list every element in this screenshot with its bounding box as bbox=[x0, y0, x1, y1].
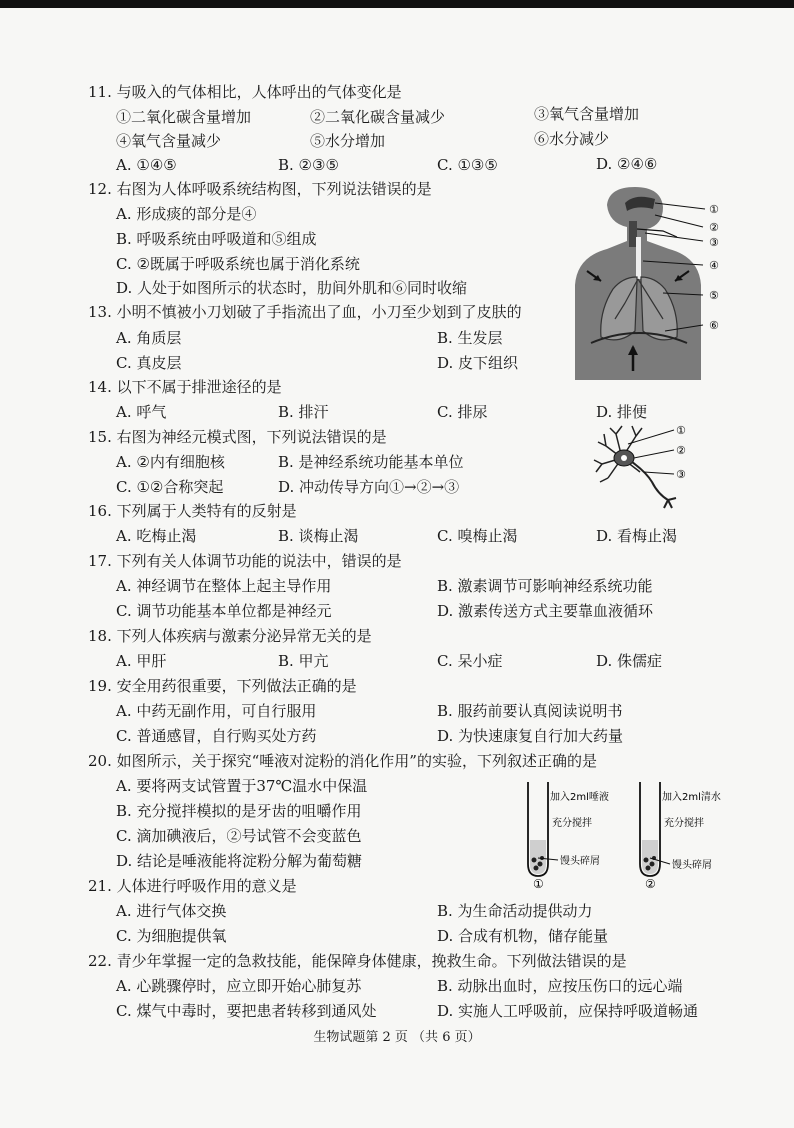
q22-option-d: D. 实施人工呼吸前，应保持呼吸道畅通 bbox=[437, 1002, 699, 1020]
q19-option-a: A. 中药无副作用，可自行服用 bbox=[116, 702, 317, 720]
q15-option-b: B. 是神经系统功能基本单位 bbox=[278, 453, 464, 471]
resp-label-4: ④ bbox=[709, 259, 719, 272]
q13-option-a: A. 角质层 bbox=[116, 329, 182, 347]
q12-option-c: C. ②既属于呼吸系统也属于消化系统 bbox=[116, 255, 360, 273]
question-15-stem: 15. 右图为神经元模式图，下列说法错误的是 bbox=[88, 428, 387, 446]
q16-option-b: B. 谈梅止渴 bbox=[278, 527, 359, 545]
test-tube-figure bbox=[522, 780, 732, 892]
q21-option-d: D. 合成有机物，储存能量 bbox=[437, 927, 609, 945]
test-tube-2 bbox=[640, 782, 721, 891]
question-11-stem: 11. 与吸入的气体相比，人体呼出的气体变化是 bbox=[88, 83, 402, 101]
respiratory-system-figure bbox=[565, 185, 730, 380]
q11-item: ②二氧化碳含量减少 bbox=[310, 108, 446, 126]
resp-label-2: ② bbox=[709, 221, 719, 234]
question-14-stem: 14. 以下不属于排泄途径的是 bbox=[88, 378, 282, 396]
q22-option-c: C. 煤气中毒时，要把患者转移到通风处 bbox=[116, 1002, 377, 1020]
q14-option-a: A. 呼气 bbox=[116, 403, 167, 421]
q17-option-d: D. 激素传送方式主要靠血液循环 bbox=[437, 602, 654, 620]
tube1-bottom-label: 馒头碎屑 bbox=[560, 856, 600, 867]
test-tube-1 bbox=[528, 782, 609, 891]
q18-option-b: B. 甲亢 bbox=[278, 652, 329, 670]
question-12-stem: 12. 右图为人体呼吸系统结构图，下列说法错误的是 bbox=[88, 180, 432, 198]
q18-option-d: D. 侏儒症 bbox=[596, 652, 663, 670]
q22-option-b: B. 动脉出血时，应按压伤口的远心端 bbox=[437, 977, 683, 995]
question-19-stem: 19. 安全用药很重要，下列做法正确的是 bbox=[88, 677, 357, 695]
q15-option-a: A. ②内有细胞核 bbox=[116, 453, 225, 471]
q21-option-b: B. 为生命活动提供动力 bbox=[437, 902, 593, 920]
neuron-label-1: ① bbox=[676, 424, 686, 437]
q11-option-a: A. ①④⑤ bbox=[116, 156, 177, 174]
q11-item: ①二氧化碳含量增加 bbox=[116, 108, 252, 126]
q18-option-a: A. 甲肝 bbox=[116, 652, 167, 670]
neuron-figure bbox=[592, 420, 702, 510]
q13-option-d: D. 皮下组织 bbox=[437, 354, 519, 372]
q11-option-c: C. ①③⑤ bbox=[437, 156, 498, 174]
question-16-stem: 16. 下列属于人类特有的反射是 bbox=[88, 502, 297, 520]
resp-label-5: ⑤ bbox=[709, 289, 719, 302]
q16-option-c: C. 嗅梅止渴 bbox=[437, 527, 518, 545]
q17-option-a: A. 神经调节在整体上起主导作用 bbox=[116, 577, 332, 595]
q15-option-d: D. 冲动传导方向①→②→③ bbox=[278, 478, 460, 496]
q17-option-c: C. 调节功能基本单位都是神经元 bbox=[116, 602, 332, 620]
question-21-stem: 21. 人体进行呼吸作用的意义是 bbox=[88, 877, 297, 895]
q16-option-d: D. 看梅止渴 bbox=[596, 527, 678, 545]
q11-item: ⑤水分增加 bbox=[310, 132, 386, 150]
resp-label-1: ① bbox=[709, 203, 719, 216]
q21-option-a: A. 进行气体交换 bbox=[116, 902, 227, 920]
q19-option-c: C. 普通感冒，自行购买处方药 bbox=[116, 727, 317, 745]
q20-option-c: C. 滴加碘液后，②号试管不会变蓝色 bbox=[116, 827, 362, 845]
q19-option-b: B. 服药前要认真阅读说明书 bbox=[437, 702, 623, 720]
q20-option-b: B. 充分搅拌模拟的是牙齿的咀嚼作用 bbox=[116, 802, 362, 820]
resp-label-3: ③ bbox=[709, 236, 719, 249]
question-17-stem: 17. 下列有关人体调节功能的说法中，错误的是 bbox=[88, 552, 402, 570]
q13-option-b: B. 生发层 bbox=[437, 329, 503, 347]
q14-option-b: B. 排汗 bbox=[278, 403, 329, 421]
q18-option-c: C. 呆小症 bbox=[437, 652, 503, 670]
q22-option-a: A. 心跳骤停时，应立即开始心肺复苏 bbox=[116, 977, 362, 995]
q20-option-d: D. 结论是唾液能将淀粉分解为葡萄糖 bbox=[116, 852, 363, 870]
q19-option-d: D. 为快速康复自行加大药量 bbox=[437, 727, 624, 745]
q14-option-c: C. 排尿 bbox=[437, 403, 488, 421]
question-18-stem: 18. 下列人体疾病与激素分泌异常无关的是 bbox=[88, 627, 372, 645]
q14-option-d: D. 排便 bbox=[596, 403, 648, 421]
tube2-mid-label: 充分搅拌 bbox=[664, 818, 704, 829]
question-22-stem: 22. 青少年掌握一定的急救技能，能保障身体健康，挽救生命。下列做法错误的是 bbox=[88, 952, 627, 970]
q15-option-c: C. ①②合称突起 bbox=[116, 478, 224, 496]
tube1-top-label: 加入2ml唾液 bbox=[550, 792, 609, 803]
q12-option-d: D. 人处于如图所示的状态时，肋间外肌和⑥同时收缩 bbox=[116, 279, 468, 297]
q17-option-b: B. 激素调节可影响神经系统功能 bbox=[437, 577, 653, 595]
q11-option-b: B. ②③⑤ bbox=[278, 156, 339, 174]
q11-option-d: D. ②④⑥ bbox=[596, 155, 658, 173]
resp-label-6: ⑥ bbox=[709, 319, 719, 332]
q16-option-a: A. 吃梅止渴 bbox=[116, 527, 197, 545]
neuron-label-3: ③ bbox=[676, 468, 686, 481]
question-13-stem: 13. 小明不慎被小刀划破了手指流出了血，小刀至少划到了皮肤的 bbox=[88, 303, 522, 321]
tube2-number: ② bbox=[645, 877, 656, 891]
q13-option-c: C. 真皮层 bbox=[116, 354, 182, 372]
tube2-top-label: 加入2ml清水 bbox=[662, 792, 721, 803]
neuron-label-2: ② bbox=[676, 444, 686, 457]
page-footer: 生物试题第 2 页 （共 6 页） bbox=[313, 1030, 481, 1045]
tube2-bottom-label: 馒头碎屑 bbox=[672, 860, 712, 871]
q12-option-b: B. 呼吸系统由呼吸道和⑤组成 bbox=[116, 230, 317, 248]
question-20-stem: 20. 如图所示，关于探究“唾液对淀粉的消化作用”的实验，下列叙述正确的是 bbox=[88, 752, 597, 770]
q11-item: ⑥水分减少 bbox=[534, 130, 610, 148]
tube1-number: ① bbox=[533, 877, 544, 891]
tube1-mid-label: 充分搅拌 bbox=[552, 818, 592, 829]
q20-option-a: A. 要将两支试管置于37℃温水中保温 bbox=[116, 777, 368, 795]
q12-option-a: A. 形成痰的部分是④ bbox=[116, 205, 257, 223]
q21-option-c: C. 为细胞提供氧 bbox=[116, 927, 227, 945]
q11-item: ③氧气含量增加 bbox=[534, 105, 640, 123]
q11-item: ④氧气含量减少 bbox=[116, 132, 222, 150]
